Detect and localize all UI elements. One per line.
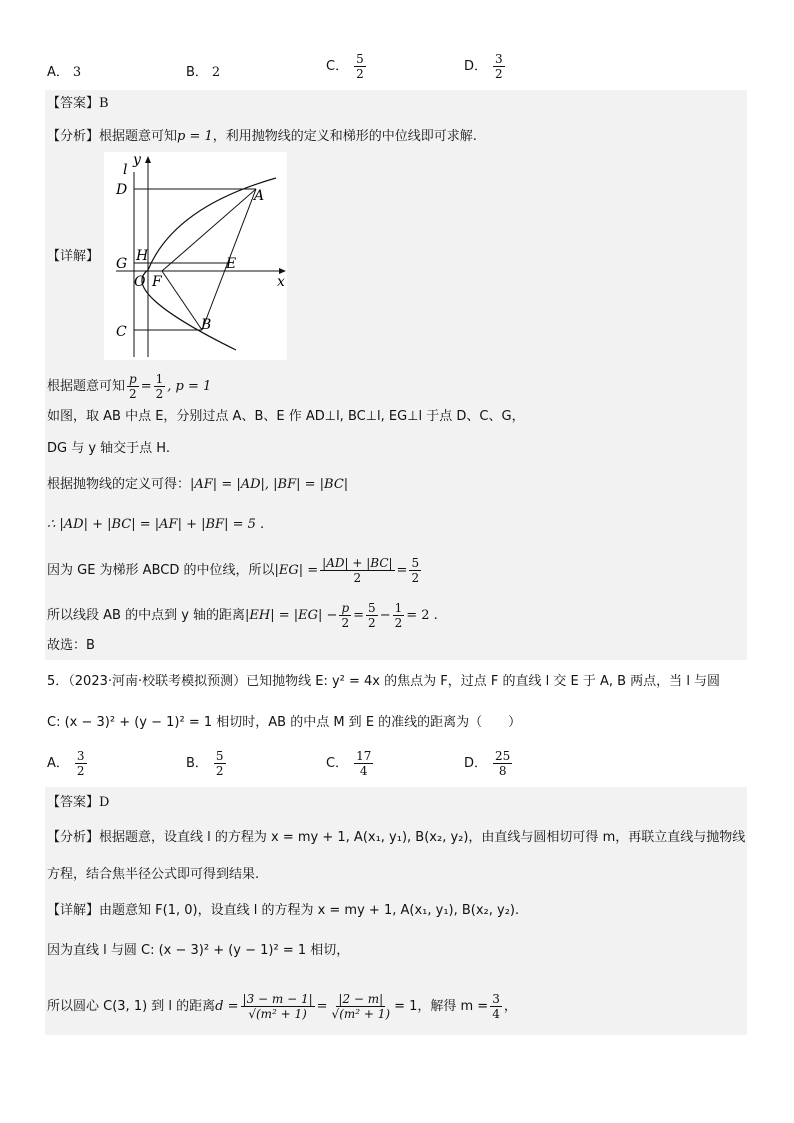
q5-analysis-2: 方程，结合焦半径公式即可得到结果. [47, 867, 260, 882]
label-x: x [277, 274, 285, 290]
q4-detail-tag: 【详解】 [47, 249, 100, 264]
label-F: F [152, 274, 162, 290]
parabola-figure [104, 152, 287, 360]
label-E: E [226, 256, 237, 272]
label-A: A [254, 188, 265, 204]
label-O: O [134, 274, 146, 290]
q4-step-3: DG 与 y 轴交于点 H. [47, 441, 170, 456]
q4-analysis: 【分析】根据题意可知p = 1，利用抛物线的定义和梯形的中位线即可求解. [47, 129, 477, 144]
q4-step-6: 因为 GE 为梯形 ABCD 的中位线，所以|EG| = $\frac{|AD| + |BC|}{2}$ = $\frac{5}{2}$ [47, 556, 420, 585]
q5-option-b: B． $\frac{5}{2}$ [186, 749, 224, 778]
q5-detail-2: 因为直线 l 与圆 C: (x − 3)² + (y − 1)² = 1 相切， [47, 943, 350, 958]
q5-stem-line1: 5．（2023·河南·校联考模拟预测）已知抛物线 E: y² = 4x 的焦点为 F，过点 F 的直线 l 交 E 于 A, B 两点，当 l 与圆 [47, 674, 721, 689]
q5-analysis-1: 【分析】根据题意，设直线 l 的方程为 x = my + 1, A(x₁, y₁), B(x₂, y₂)，由直线与圆相切可得 m，再联立直线与抛物线 [47, 830, 746, 845]
q5-option-a: A． $\frac{3}{2}$ [47, 749, 85, 778]
label-D: D [116, 182, 128, 198]
label-B: B [201, 317, 212, 333]
label-l: l [123, 162, 128, 178]
q5-option-d: D． $\frac{25}{8}$ [464, 749, 511, 778]
q4-step-4: 根据抛物线的定义可得：|AF| = |AD|, |BF| = |BC| [47, 477, 349, 492]
label-C: C [116, 324, 127, 340]
label-G: G [116, 256, 128, 272]
q4-option-d: D． $\frac{3}{2}$ [464, 52, 503, 81]
q4-option-b: B． 2 [186, 65, 221, 80]
q4-conclusion: 故选：B [47, 638, 95, 653]
q4-answer: 【答案】B [47, 96, 109, 111]
parabola-diagram [104, 152, 287, 360]
q4-step-5: ∴ |AD| + |BC| = |AF| + |BF| = 5 . [47, 517, 265, 532]
q4-step-7: 所以线段 AB 的中点到 y 轴的距离|EH| = |EG| − $\frac{p}{2}$ = $\frac{5}{2}$ − $\frac{1}{2}$ = 2 . [47, 601, 438, 630]
q5-answer: 【答案】D [47, 795, 110, 810]
q4-option-a: A． 3 [47, 65, 82, 80]
q4-option-c: C． $\frac{5}{2}$ [326, 52, 364, 81]
label-H: H [136, 248, 149, 264]
label-y: y [133, 152, 141, 168]
q5-detail-1: 【详解】由题意知 F(1, 0)，设直线 l 的方程为 x = my + 1, A(x₁, y₁), B(x₂, y₂). [47, 903, 520, 918]
q4-step-2: 如图，取 AB 中点 E，分别过点 A、B、E 作 AD⊥l, BC⊥l, EG⊥l 于点 D、C、G， [47, 409, 525, 424]
q4-step-1: 根据题意可知 $\frac{p}{2}$ = $\frac{1}{2}$ , p = 1 [47, 372, 212, 401]
q5-option-c: C． $\frac{17}{4}$ [326, 749, 372, 778]
q5-stem-line2: C: (x − 3)² + (y − 1)² = 1 相切时，AB 的中点 M 到 E 的准线的距离为（ ） [47, 715, 522, 730]
q5-detail-3: 所以圆心 C(3, 1) 到 l 的距离d = $\frac{|3 - m - 1|}{\text{√(m² + 1)}}$ = $\frac{|2 - m|}{\text{√(m² + 1)}}$ = 1，解得 m = $\frac{3}{4}$ ， [47, 992, 517, 1021]
